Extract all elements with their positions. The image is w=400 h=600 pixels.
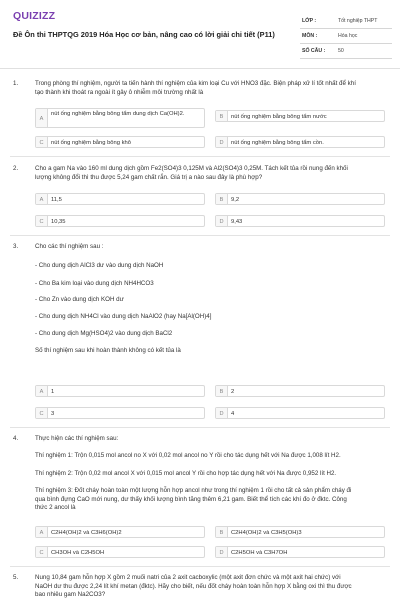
question-number: 3. — [13, 243, 19, 250]
question-text: Cho các thí nghiệm sau : — [35, 243, 104, 250]
question-item: - Cho dung dịch AlCl3 dư vào dung dịch NaOH — [35, 262, 164, 269]
experiment-line: thức 2 ancol là — [35, 504, 76, 512]
option-letter: C — [36, 547, 48, 557]
option-text: nút ống nghiệm bằng bông tẩm nước — [231, 113, 327, 120]
meta-label: MÔN : — [302, 33, 318, 39]
option-text: CH3OH và C2H5OH — [51, 549, 105, 556]
worksheet-title: Đề Ôn thi THPTQG 2019 Hóa Học cơ bản, nâng cao có lời giải chi tiết (P11) — [13, 30, 275, 39]
option-text: 10,35 — [51, 218, 66, 225]
option-d[interactable] — [215, 546, 385, 558]
option-c[interactable] — [35, 136, 205, 148]
question-divider — [10, 427, 390, 428]
question-number: 1. — [13, 80, 19, 87]
question-item: - Cho dung dịch NH4Cl vào dung dịch NaAlO2 (hay Na[Al(OH)4] — [35, 313, 212, 320]
question-line: bao nhiêu gam Na2CO3? — [35, 591, 106, 599]
option-c[interactable] — [35, 407, 205, 419]
experiment-text: Thí nghiệm 2: Trộn 0,02 mol ancol X với 0,015 mol ancol Y rồi cho hợp tác dụng hết với Na được 0,952 lít H2. — [35, 470, 337, 477]
question-line: NaOH dư thu được 2,24 lít khí metan (đktc). Hãy cho biết, nếu đốt cháy hoàn toàn hỗn hợp X bằng oxi thì thu được — [35, 582, 352, 590]
question-item: - Cho Zn vào dung dịch KOH dư — [35, 296, 124, 303]
question-number: 4. — [13, 435, 19, 442]
meta-row-count — [300, 44, 392, 59]
option-b[interactable] — [215, 110, 385, 122]
option-a[interactable] — [35, 526, 205, 538]
option-letter: B — [216, 527, 228, 537]
option-text: nút ống nghiệm bằng bông khô — [51, 139, 131, 146]
question-divider — [10, 156, 390, 157]
meta-row-subject — [300, 29, 392, 44]
option-text: C2H4(OH)2 và C3H5(OH)3 — [231, 529, 302, 536]
option-letter: B — [216, 194, 228, 204]
option-c[interactable] — [35, 546, 205, 558]
option-d[interactable] — [215, 136, 385, 148]
experiment-text: Thí nghiệm 1: Trộn 0,015 mol ancol no X với 0,02 mol ancol no Y rồi cho tác dụng hết với Na được 1,008 lít H2. — [35, 452, 341, 459]
meta-label: LỚP : — [302, 18, 317, 24]
option-letter: A — [36, 527, 48, 537]
question-item: - Cho Ba kim loại vào dung dịch NH4HCO3 — [35, 280, 154, 287]
option-a[interactable] — [35, 108, 205, 128]
option-text: C2H5OH và C3H7OH — [231, 549, 288, 556]
question-divider — [10, 566, 390, 567]
option-letter: A — [36, 194, 48, 204]
option-letter: C — [36, 137, 48, 147]
option-b[interactable] — [215, 526, 385, 538]
question-text — [35, 80, 390, 97]
question-line: lượng không đổi thì thu được 5,24 gam chất rắn. Giá trị a nào sau đây là phù hợp? — [35, 173, 263, 181]
meta-label: SỐ CÂU : — [302, 48, 326, 54]
worksheet-header — [0, 0, 400, 62]
question-line: Nung 10,84 gam hỗn hợp X gồm 2 muối natri của 2 axit cacboxylic (một axit đơn chức và một axit hai chức) với — [35, 574, 341, 581]
option-text: 9,43 — [231, 218, 243, 225]
meta-value: Tốt nghiệp THPT — [338, 18, 378, 24]
question-text: Thực hiện các thí nghiệm sau: — [35, 435, 119, 442]
question-number: 2. — [13, 165, 19, 172]
option-text: 3 — [51, 410, 55, 417]
option-d[interactable] — [215, 407, 385, 419]
question-text — [35, 165, 390, 182]
option-a[interactable] — [35, 385, 205, 397]
meta-value: 50 — [338, 48, 344, 54]
question-line: tạo thành khi thoát ra ngoài ít gây ô nhiễm môi trường nhất là — [35, 88, 204, 96]
option-d[interactable] — [215, 215, 385, 227]
meta-row-class — [300, 14, 392, 29]
option-letter: C — [36, 216, 48, 226]
option-text: 9,2 — [231, 196, 240, 203]
option-letter: A — [36, 386, 48, 396]
option-c[interactable] — [35, 215, 205, 227]
question-line: Trong phòng thí nghiệm, người ta tiến hành thí nghiệm của kim loại Cu với HNO3 đặc. Biện pháp xử lí tốt nhất để khí — [35, 80, 356, 87]
option-b[interactable] — [215, 193, 385, 205]
meta-value: Hóa học — [338, 33, 358, 39]
question-text — [35, 574, 390, 600]
option-a[interactable] — [35, 193, 205, 205]
option-text: 4 — [231, 410, 235, 417]
question-item: Số thí nghiệm sau khi hoàn thành không có kết tủa là — [35, 347, 181, 354]
question-line: Cho a gam Na vào 160 ml dung dịch gồm Fe2(SO4)3 0,125M và Al2(SO4)3 0,25M. Tách kết tủa rồi nung đến khối — [35, 165, 348, 172]
option-letter: D — [216, 408, 228, 418]
experiment-line: Thí nghiệm 3: Đốt cháy hoàn toàn một lượng hỗn hợp ancol như trong thí nghiệm 1 rồi cho tất cả sản phẩm cháy đi — [35, 487, 352, 494]
experiment-line: qua bình đựng CaO mới nung, dư thấy khối lượng bình tăng thêm 6,21 gam. Biết thể tích các khí đo ở đktc. Công — [35, 495, 347, 503]
experiment-text — [35, 487, 390, 513]
option-letter: D — [216, 216, 228, 226]
option-text: nút ống nghiệm bằng bông tẩm dung dịch Ca(OH)2. — [51, 111, 185, 117]
worksheet-meta — [300, 14, 392, 59]
option-text: 11,5 — [51, 196, 62, 203]
option-letter: B — [216, 386, 228, 396]
option-text: nút ống nghiệm bằng bông tẩm cồn. — [231, 139, 324, 146]
option-b[interactable] — [215, 385, 385, 397]
option-letter: D — [216, 137, 228, 147]
option-text: C2H4(OH)2 và C3H6(OH)2 — [51, 529, 122, 536]
quizizz-logo: QUIZIZZ — [13, 10, 56, 22]
option-letter: C — [36, 408, 48, 418]
question-number: 5. — [13, 574, 19, 581]
option-letter: D — [216, 547, 228, 557]
question-item: - Cho dung dịch Mg(HSO4)2 vào dung dịch BaCl2 — [35, 330, 173, 337]
question-divider — [10, 235, 390, 236]
header-divider — [0, 68, 400, 69]
option-text: 2 — [231, 388, 235, 395]
option-text: 1 — [51, 388, 55, 395]
option-letter: A — [36, 109, 48, 127]
option-letter: B — [216, 111, 228, 121]
